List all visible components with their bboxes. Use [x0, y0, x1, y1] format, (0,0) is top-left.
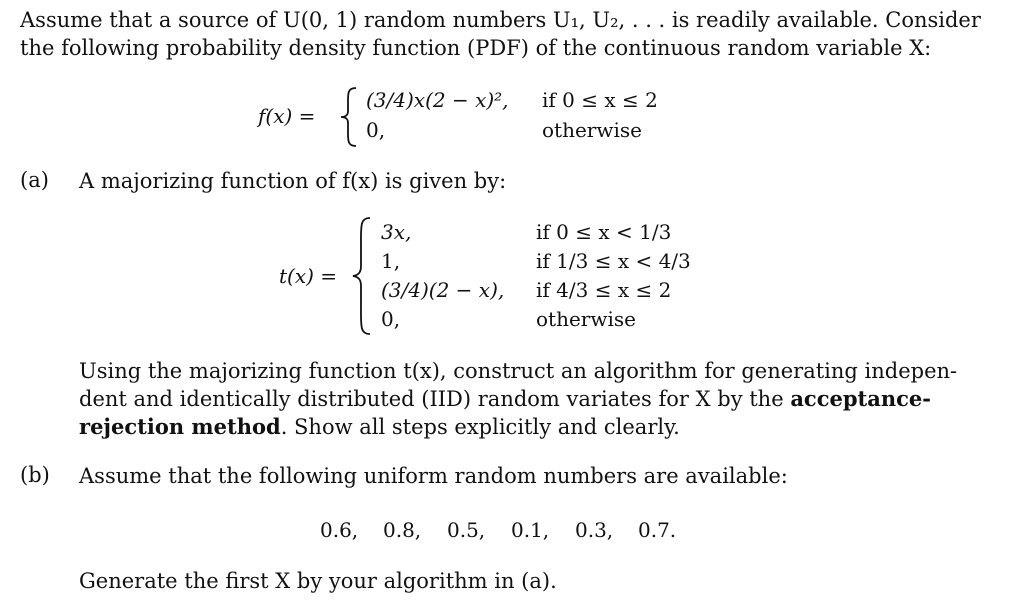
- majorizer-case-4-expr: 0,: [381, 307, 401, 331]
- part-b-final: Generate the first X by your algorithm in (a).: [79, 569, 557, 593]
- majorizer-case-2-expr: 1,: [381, 249, 401, 273]
- pdf-case-1-expr: (3/4)x(2 − x)²,: [366, 88, 509, 112]
- majorizer-case-2-cond: if 1/3 ≤ x < 4/3: [536, 249, 691, 273]
- part-a-label: (a): [20, 168, 49, 192]
- majorizer-left-brace: [350, 216, 374, 336]
- pdf-case-1-cond: if 0 ≤ x ≤ 2: [542, 88, 658, 112]
- majorizer-case-3-cond: if 4/3 ≤ x ≤ 2: [536, 278, 672, 302]
- instruction-bold-method: rejection method: [79, 414, 281, 439]
- instruction-line-2: [79, 386, 931, 412]
- majorizer-lhs: t(x) =: [279, 264, 338, 288]
- part-b-label: (b): [20, 463, 50, 487]
- instruction-line-1: Using the majorizing function t(x), construct an algorithm for generating indepen-: [79, 359, 958, 383]
- instruction-line-3: [79, 414, 680, 440]
- instruction-line-2-text: dent and identically distributed (IID) random variates for X by the: [79, 387, 791, 411]
- part-b-text: Assume that the following uniform random numbers are available:: [79, 464, 788, 488]
- majorizer-case-1-cond: if 0 ≤ x < 1/3: [536, 220, 672, 244]
- part-a-text: A majorizing function of f(x) is given by:: [79, 169, 507, 193]
- intro-line-1: Assume that a source of U(0, 1) random numbers U₁, U₂, . . . is readily available. Consider: [20, 8, 981, 32]
- uniform-number: 0.8,: [383, 518, 422, 542]
- majorizer-case-3-expr: (3/4)(2 − x),: [381, 278, 505, 302]
- majorizer-case-1-expr: 3x,: [381, 220, 412, 244]
- pdf-case-2-expr: 0,: [366, 118, 386, 142]
- uniform-number: 0.3,: [575, 518, 614, 542]
- uniform-number: 0.6,: [320, 518, 359, 542]
- pdf-left-brace: [338, 86, 360, 148]
- intro-line-2: the following probability density function (PDF) of the continuous random variable X:: [20, 36, 932, 60]
- uniform-number: 0.7.: [638, 518, 677, 542]
- instruction-bold-acceptance: acceptance-: [790, 386, 931, 411]
- pdf-lhs: f(x) =: [258, 104, 316, 128]
- uniform-number: 0.5,: [447, 518, 486, 542]
- instruction-line-3-text: . Show all steps explicitly and clearly.: [280, 415, 680, 439]
- pdf-case-2-cond: otherwise: [542, 118, 642, 142]
- majorizer-case-4-cond: otherwise: [536, 307, 636, 331]
- uniform-number: 0.1,: [511, 518, 550, 542]
